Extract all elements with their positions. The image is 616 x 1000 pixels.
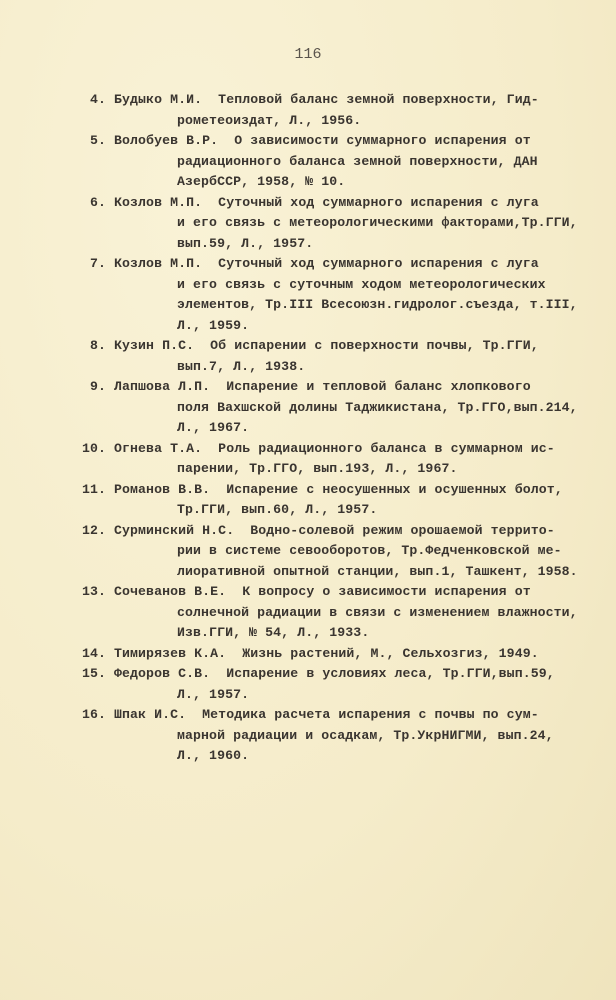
reference-number: 14. bbox=[81, 645, 106, 661]
reference-line: Л., 1957. bbox=[177, 686, 250, 702]
reference-line: АзербССР, 1958, № 10. bbox=[177, 174, 346, 189]
reference-line: вып.7, Л., 1938. bbox=[177, 358, 306, 374]
reference-item bbox=[78, 705, 616, 767]
reference-item bbox=[78, 254, 616, 336]
reference-number: 5. bbox=[89, 133, 106, 148]
reference-item bbox=[78, 582, 616, 644]
reference-line: вып.59, Л., 1957. bbox=[177, 235, 314, 251]
reference-line: марной радиации и осадкам, Тр.УкрНИГМИ, вып.24, bbox=[177, 727, 554, 743]
reference-number: 12. bbox=[81, 522, 106, 538]
reference-line: Романов В.В. Испарение с неосушенных и осушенных болот, bbox=[114, 481, 563, 497]
reference-item bbox=[78, 377, 616, 439]
reference-line: элементов, Тр.III Всесоюзн.гидролог.съезда, т.III, bbox=[177, 297, 578, 312]
reference-line: рометеоиздат, Л., 1956. bbox=[177, 112, 362, 128]
reference-number: 13. bbox=[81, 584, 106, 599]
reference-line: рии в системе севооборотов, Тр.Федченковской ме- bbox=[177, 543, 562, 558]
reference-line: Будыко М.И. Тепловой баланс земной поверхности, Гид- bbox=[114, 92, 539, 107]
reference-item bbox=[78, 336, 616, 377]
reference-number: 11. bbox=[81, 481, 106, 497]
reference-line: Тимирязев К.А. Жизнь растений, М., Сельхозгиз, 1949. bbox=[114, 645, 539, 661]
reference-line: Козлов М.П. Суточный ход суммарного испарения с луга bbox=[114, 194, 539, 210]
reference-number: 8. bbox=[89, 338, 106, 353]
reference-number: 16. bbox=[81, 707, 106, 722]
reference-line: Лапшова Л.П. Испарение и тепловой баланс хлопкового bbox=[114, 379, 531, 394]
reference-number: 10. bbox=[81, 440, 106, 456]
reference-line: солнечной радиации в связи с изменением влажности, bbox=[177, 604, 578, 620]
reference-item bbox=[78, 90, 616, 131]
reference-line: Л., 1959. bbox=[177, 317, 250, 333]
reference-line: Козлов М.П. Суточный ход суммарного испарения с луга bbox=[114, 256, 539, 271]
reference-line: радиационного баланса земной поверхности, ДАН bbox=[177, 153, 538, 169]
reference-item bbox=[78, 664, 616, 705]
reference-line: и его связь с метеорологическими факторами,Тр.ГГИ, bbox=[177, 215, 578, 230]
reference-number: 7. bbox=[89, 256, 106, 271]
reference-line: Л., 1967. bbox=[177, 420, 250, 435]
reference-line: лиоративной опытной станции, вып.1, Ташкент, 1958. bbox=[177, 563, 578, 579]
reference-number: 6. bbox=[89, 194, 106, 210]
reference-line: Изв.ГГИ, № 54, Л., 1933. bbox=[177, 625, 370, 640]
reference-line: Сурминский Н.С. Водно-солевой режим орошаемой террито- bbox=[114, 522, 555, 538]
reference-line: Кузин П.С. Об испарении с поверхности почвы, Тр.ГГИ, bbox=[114, 338, 539, 353]
reference-line: парении, Тр.ГГО, вып.193, Л., 1967. bbox=[177, 461, 458, 476]
reference-line: и его связь с суточным ходом метеорологических bbox=[177, 276, 546, 292]
reference-line: Шпак И.С. Методика расчета испарения с почвы по сум- bbox=[114, 707, 539, 722]
reference-item bbox=[78, 644, 616, 665]
reference-number: 15. bbox=[81, 666, 106, 681]
reference-line: поля Вахшской долины Таджикистана, Тр.ГГО,вып.214, bbox=[177, 399, 578, 415]
reference-item bbox=[78, 480, 616, 521]
reference-line: Л., 1960. bbox=[177, 748, 250, 763]
reference-line: Федоров С.В. Испарение в условиях леса, Тр.ГГИ,вып.59, bbox=[114, 666, 555, 681]
reference-line: Волобуев В.Р. О зависимости суммарного испарения от bbox=[114, 133, 531, 148]
reference-line: Огнева Т.А. Роль радиационного баланса в суммарном ис- bbox=[114, 440, 555, 456]
reference-number: 4. bbox=[89, 92, 106, 107]
reference-line: Тр.ГГИ, вып.60, Л., 1957. bbox=[177, 502, 378, 517]
reference-item bbox=[78, 193, 616, 255]
page-number: 116 bbox=[294, 46, 322, 63]
reference-list bbox=[78, 90, 616, 767]
reference-line: Сочеванов В.Е. К вопросу о зависимости испарения от bbox=[114, 584, 531, 599]
reference-item bbox=[78, 131, 616, 193]
reference-item bbox=[78, 439, 616, 480]
reference-item bbox=[78, 521, 616, 583]
reference-number: 9. bbox=[89, 379, 106, 394]
